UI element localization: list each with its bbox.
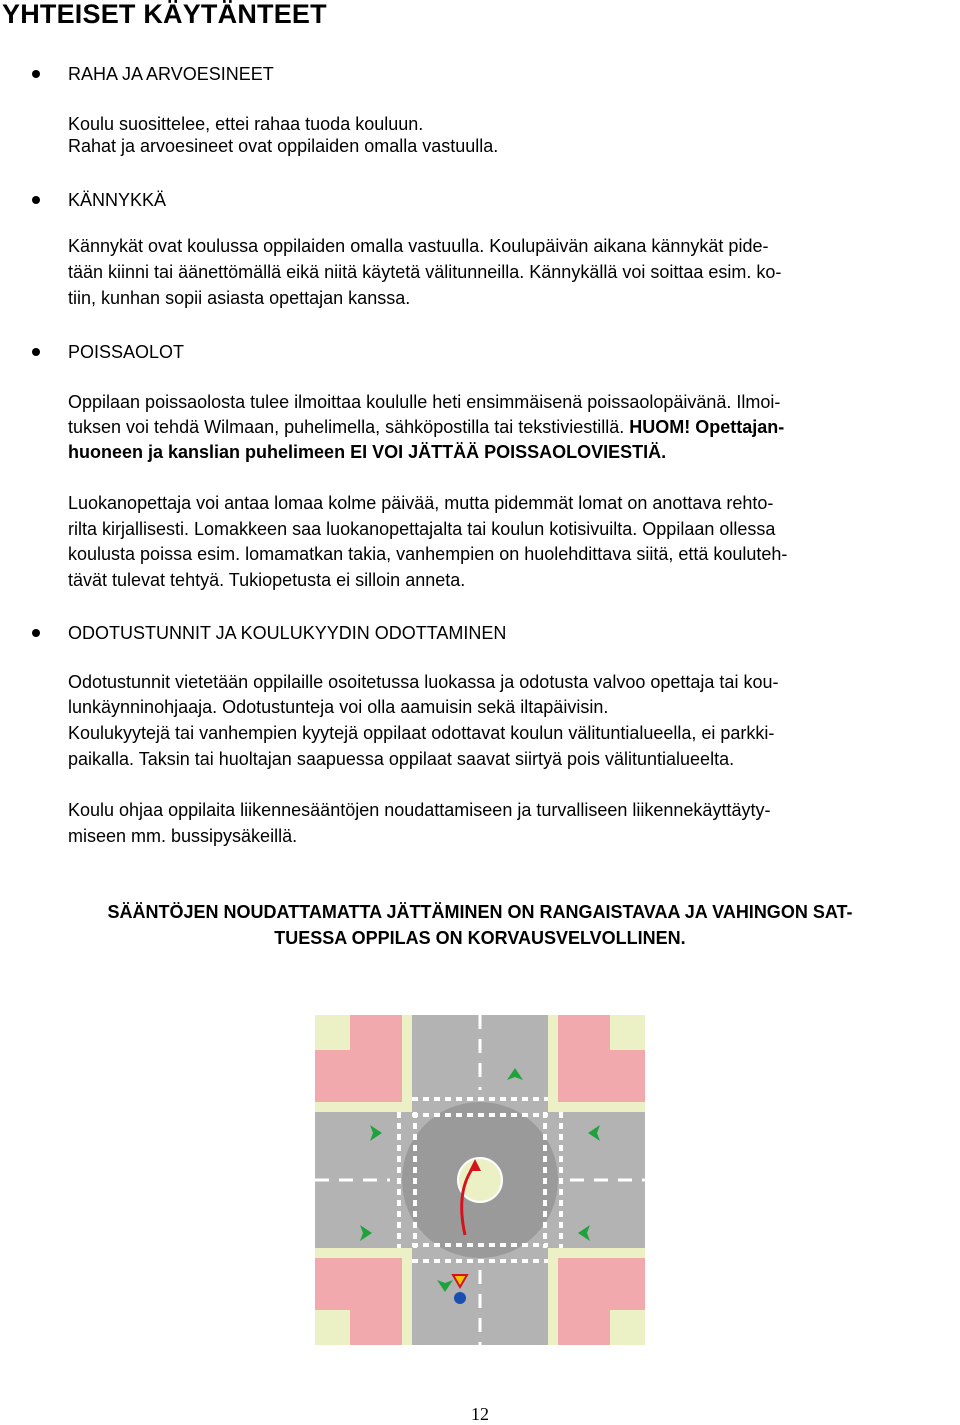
roundabout-island [458,1158,502,1202]
warning-line: TUESSA OPPILAS ON KORVAUSVELVOLLINEN. [274,928,686,948]
poissaolot-text: tuksen voi tehdä Wilmaan, puhelimella, sähköpostilla tai tekstiviestillä. [68,417,625,437]
poissaolot-notice-line: huoneen ja kanslian puhelimeen EI VOI JÄTTÄÄ POISSAOLOVIESTIÄ. [68,442,667,462]
odotus-line: Odotustunnit vietetään oppilaille osoitetussa luokassa ja odotusta valvoo opettaja tai kou- [68,672,779,692]
poissaolot-line: rilta kirjallisesti. Lomakkeen saa luokanopettajalta tai koulun kotisivuilta. Oppilaan ollessa [68,519,776,539]
poissaolot-line: tävät tulevat tehtyä. Tukiopetusta ei silloin anneta. [68,570,466,590]
odotus-line: Koulu ohjaa oppilaita liikennesääntöjen noudattamiseen ja turvalliseen liikennekäyttäyty- [68,800,771,820]
odotus-line: paikalla. Taksin tai huoltajan saapuessa oppilaat saavat siirtyä pois välituntialueelta. [68,749,735,769]
odotus-line: Koulukyytejä tai vanhempien kyytejä oppilaat odottavat koulun välituntialueella, ei parkki- [68,723,775,743]
section-heading-kannykka: KÄNNYKKÄ [68,190,167,210]
warning-line: SÄÄNTÖJEN NOUDATTAMATTA JÄTTÄMINEN ON RANGAISTAVAA JA VAHINGON SAT- [107,902,853,922]
bullet-icon [32,629,40,637]
bullet-icon [32,70,40,78]
section-heading-raha: RAHA JA ARVOESINEET [68,64,274,84]
section-heading-odotus: ODOTUSTUNNIT JA KOULUKYYDIN ODOTTAMINEN [68,623,507,643]
bullet-icon [32,348,40,356]
roundabout-diagram [315,1015,645,1345]
raha-line: Koulu suosittelee, ettei rahaa tuoda kouluun. [68,114,424,134]
kannykka-line: tiin, kunhan sopii asiasta opettajan kanssa. [68,288,411,308]
kannykka-line: tään kiinni tai äänettömällä eikä niitä käytetä välitunneilla. Kännykällä voi soittaa esim. ko- [68,262,782,282]
huom-notice: HUOM! Opettajan- [629,417,785,437]
odotus-line: miseen mm. bussipysäkeillä. [68,826,298,846]
roundabout-sign-icon [454,1292,466,1304]
raha-line: Rahat ja arvoesineet ovat oppilaiden omalla vastuulla. [68,136,499,156]
page-title: YHTEISET KÄYTÄNTEET [2,0,327,29]
poissaolot-line: Luokanopettaja voi antaa lomaa kolme päivää, mutta pidemmät lomat on anottava rehto- [68,493,774,513]
section-heading-poissaolot: POISSAOLOT [68,342,185,362]
page-number: 12 [471,1404,489,1424]
odotus-line: lunkäynninohjaaja. Odotustunteja voi olla aamuisin sekä iltapäivisin. [68,697,609,717]
kannykka-line: Kännykät ovat koulussa oppilaiden omalla vastuulla. Koulupäivän aikana kännykät pide- [68,236,769,256]
poissaolot-line [68,414,784,440]
bullet-icon [32,196,40,204]
poissaolot-line: koulusta poissa esim. lomamatkan takia, vanhempien on huolehdittava siitä, että kouluteh- [68,544,788,564]
poissaolot-line: Oppilaan poissaolosta tulee ilmoittaa koululle heti ensimmäisenä poissaolopäivänä. Ilmoi- [68,392,781,412]
